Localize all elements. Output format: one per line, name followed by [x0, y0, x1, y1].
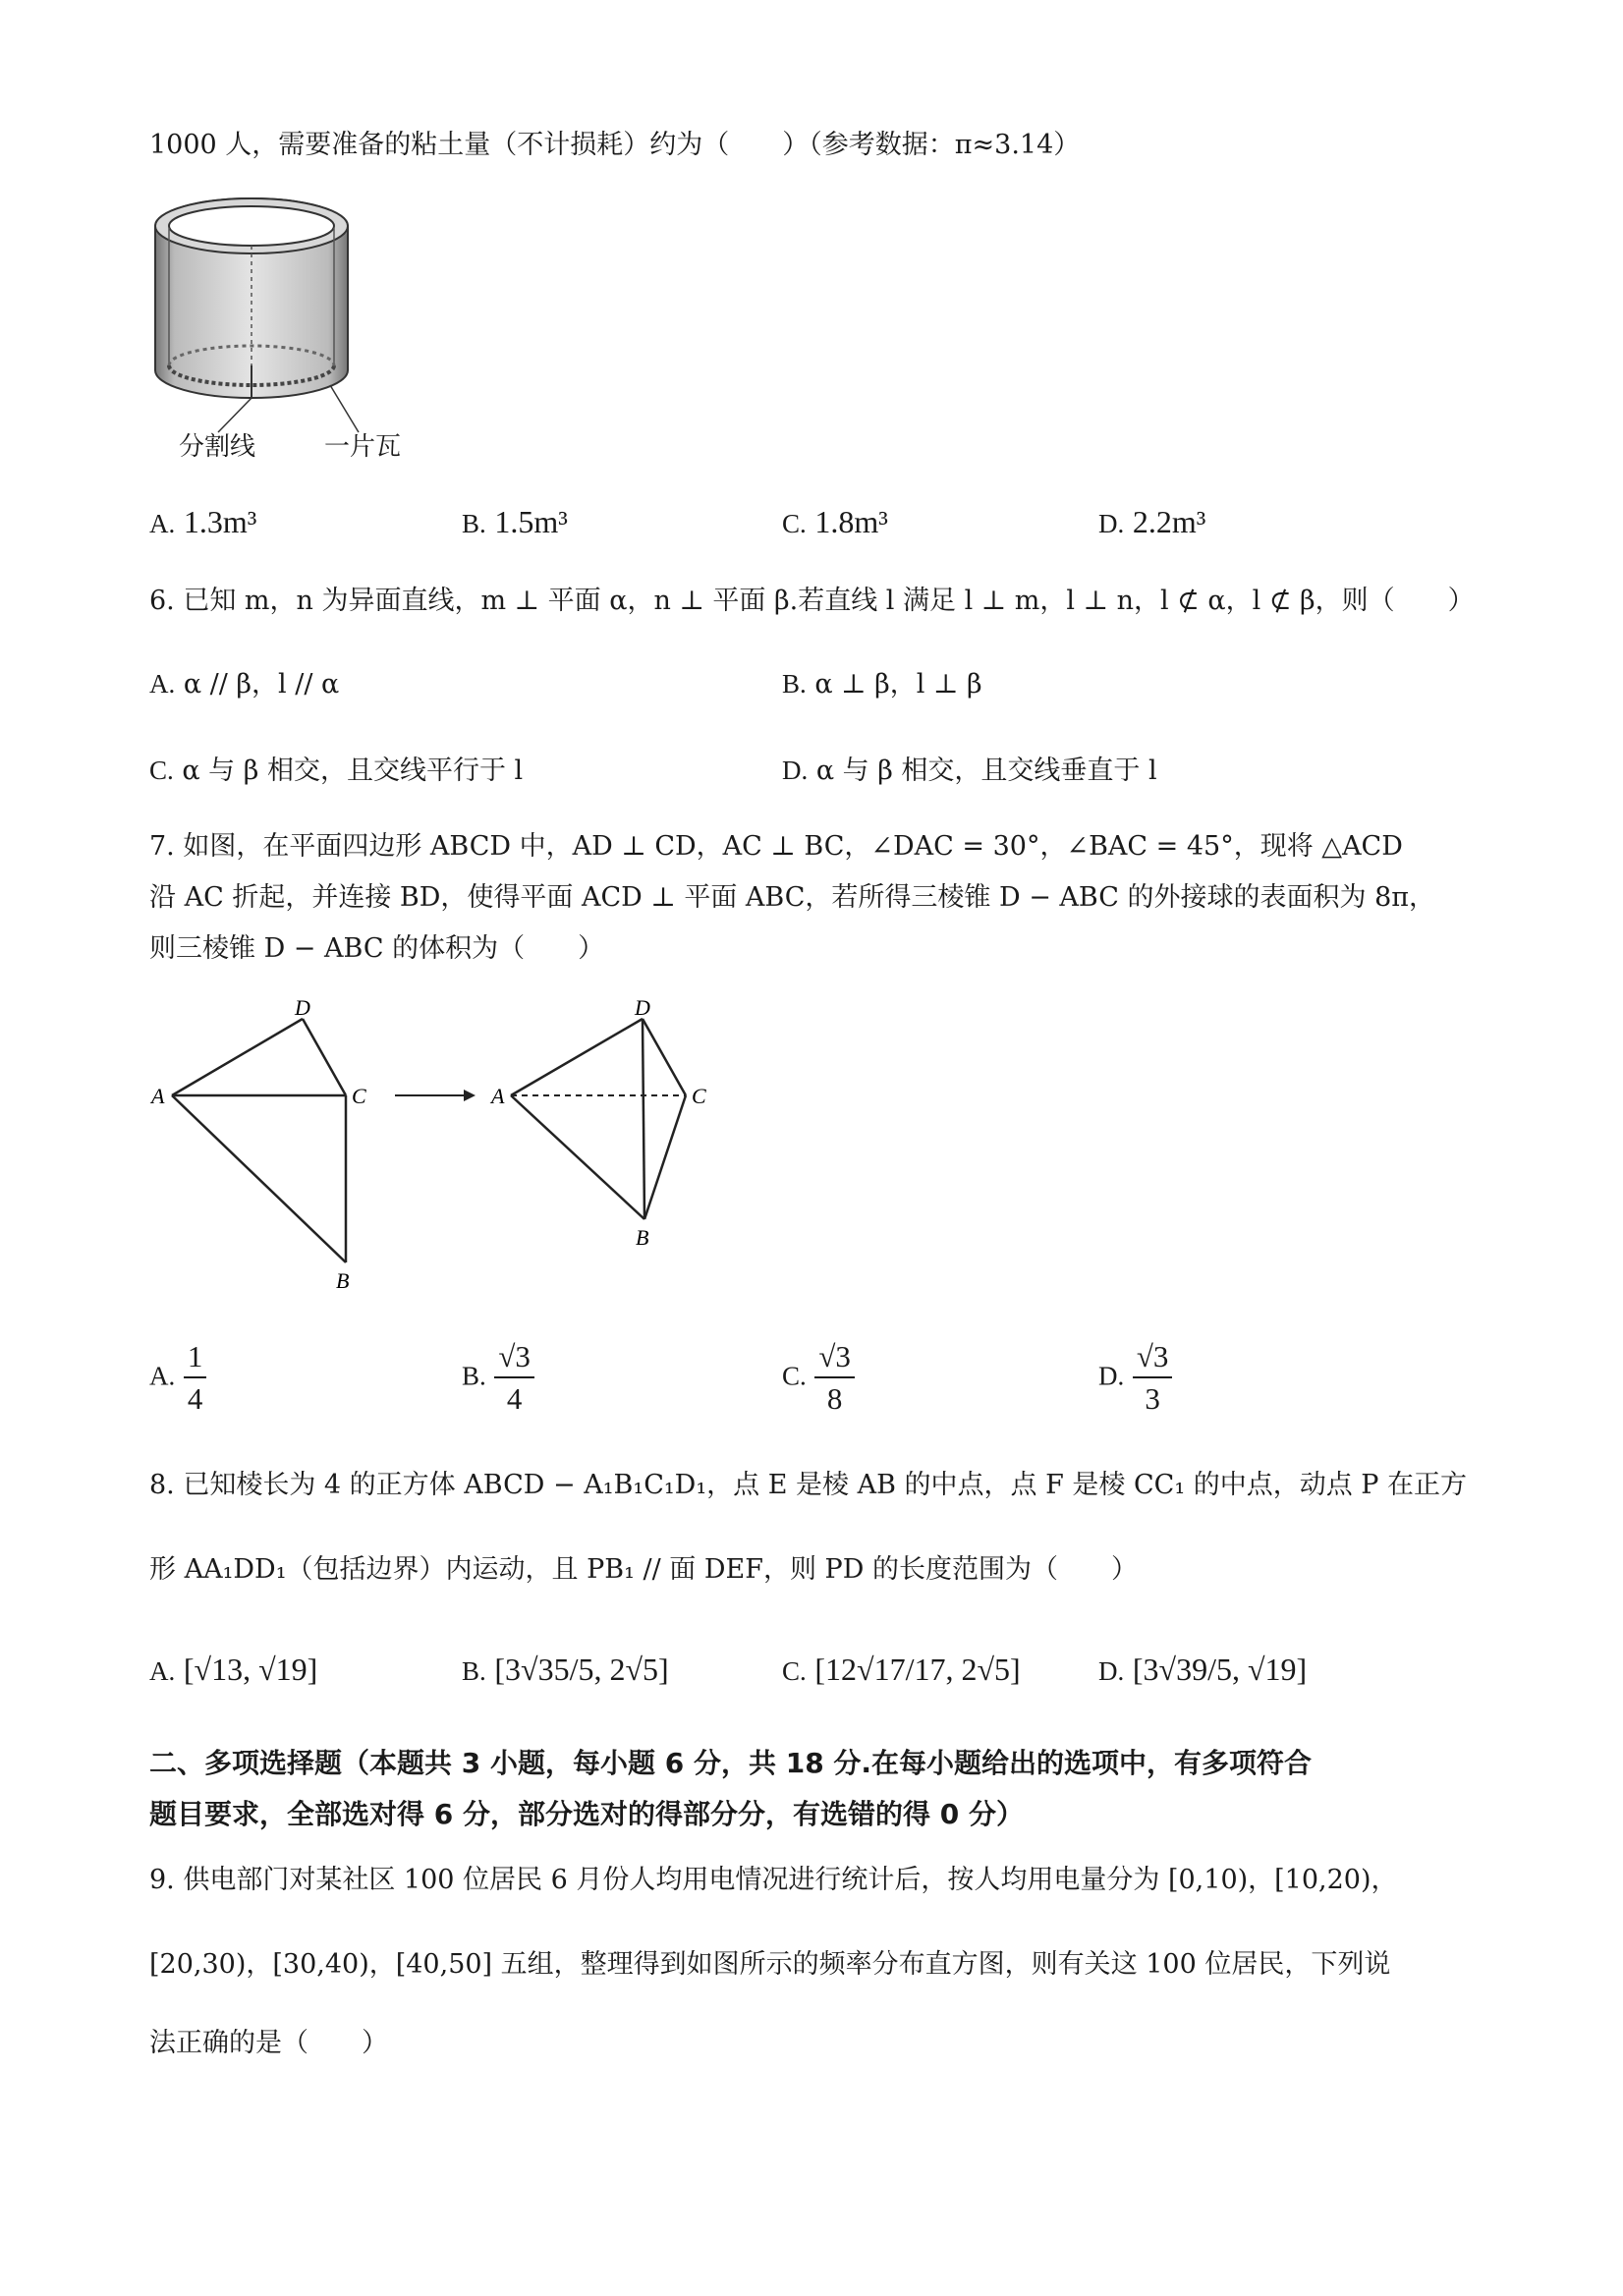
- q8-option-b[interactable]: B. [3√35/5, 2√5]: [462, 1652, 669, 1687]
- q6-stem: 6. 已知 m，n 为异面直线，m ⊥ 平面 α，n ⊥ 平面 β.若直线 l 满足 l ⊥ m，l ⊥ n，l ⊄ α，l ⊄ β，则（ ）: [149, 586, 1475, 616]
- q7-option-d[interactable]: D. $\frac{√3}{3}$: [1098, 1338, 1172, 1417]
- tile-label: 一片瓦: [324, 432, 402, 462]
- fig2-point-d: D: [635, 995, 650, 1020]
- q6-option-d[interactable]: D. α 与 β 相交，且交线垂直于 l: [782, 756, 1157, 786]
- q9-stem-line-2: [20,30)，[30,40)，[40,50] 五组，整理得到如图所示的频率分布直方图，则有关这 100 位居民，下列说: [149, 1949, 1391, 1980]
- q8-stem-line-1: 8. 已知棱长为 4 的正方体 ABCD − A₁B₁C₁D₁，点 E 是棱 AB 的中点，点 F 是棱 CC₁ 的中点，动点 P 在正方: [149, 1470, 1468, 1500]
- fig2-point-b: B: [636, 1225, 649, 1250]
- q6-option-c[interactable]: C. α 与 β 相交，且交线平行于 l: [149, 756, 524, 786]
- q7-option-a[interactable]: A. $\frac{1}{4}$: [149, 1338, 206, 1417]
- q5-option-a[interactable]: A. 1.3m³: [149, 504, 257, 539]
- fig1-point-a: A: [151, 1084, 165, 1108]
- q7-stem-line-1: 7. 如图，在平面四边形 ABCD 中，AD ⊥ CD，AC ⊥ BC，∠DAC = 30°，∠BAC = 45°，现将 △ACD: [149, 831, 1403, 862]
- split-line-label: 分割线: [179, 432, 256, 462]
- q7-stem-line-2: 沿 AC 折起，并连接 BD，使得平面 ACD ⊥ 平面 ABC，若所得三棱锥 D − ABC 的外接球的表面积为 8π，: [149, 882, 1436, 913]
- fig1-point-d: D: [295, 995, 310, 1020]
- fig2-point-c: C: [692, 1084, 706, 1108]
- q6-option-a[interactable]: A. α // β，l // α: [149, 669, 340, 700]
- cylinder-tile-figure: [147, 189, 432, 469]
- fig2-point-a: A: [491, 1084, 505, 1108]
- q5-option-d[interactable]: D. 2.2m³: [1098, 504, 1206, 539]
- q6-option-b[interactable]: B. α ⊥ β，l ⊥ β: [782, 669, 982, 700]
- section-2-heading-line-2: 题目要求，全部选对得 6 分，部分选对的得部分分，有选错的得 0 分）: [149, 1798, 1024, 1830]
- q7-option-c[interactable]: C. $\frac{√3}{8}$: [782, 1338, 855, 1417]
- q7-option-b[interactable]: B. $\frac{√3}{4}$: [462, 1338, 534, 1417]
- fig1-point-c: C: [352, 1084, 366, 1108]
- q9-stem-line-3: 法正确的是（ ）: [149, 2028, 388, 2058]
- q8-option-d[interactable]: D. [3√39/5, √19]: [1098, 1652, 1308, 1687]
- q9-stem-line-1: 9. 供电部门对某社区 100 位居民 6 月份人均用电情况进行统计后，按人均用电量分为 [0,10)，[10,20)，: [149, 1865, 1398, 1895]
- q7-stem-line-3: 则三棱锥 D − ABC 的体积为（ ）: [149, 933, 605, 964]
- q8-option-c[interactable]: C. [12√17/17, 2√5]: [782, 1652, 1021, 1687]
- fig1-point-b: B: [336, 1268, 350, 1293]
- q8-stem-line-2: 形 AA₁DD₁（包括边界）内运动，且 PB₁ // 面 DEF，则 PD 的长度范围为（ ）: [149, 1554, 1138, 1585]
- folding-figure: [147, 987, 727, 1302]
- q5-stem-line: 1000 人，需要准备的粘土量（不计损耗）约为（ ）（参考数据：π≈3.14）: [149, 130, 1081, 160]
- q5-option-b[interactable]: B. 1.5m³: [462, 504, 568, 539]
- q5-option-c[interactable]: C. 1.8m³: [782, 504, 888, 539]
- section-2-heading-line-1: 二、多项选择题（本题共 3 小题，每小题 6 分，共 18 分.在每小题给出的选项中，有多项符合: [149, 1747, 1313, 1779]
- q8-option-a[interactable]: A. [√13, √19]: [149, 1652, 318, 1687]
